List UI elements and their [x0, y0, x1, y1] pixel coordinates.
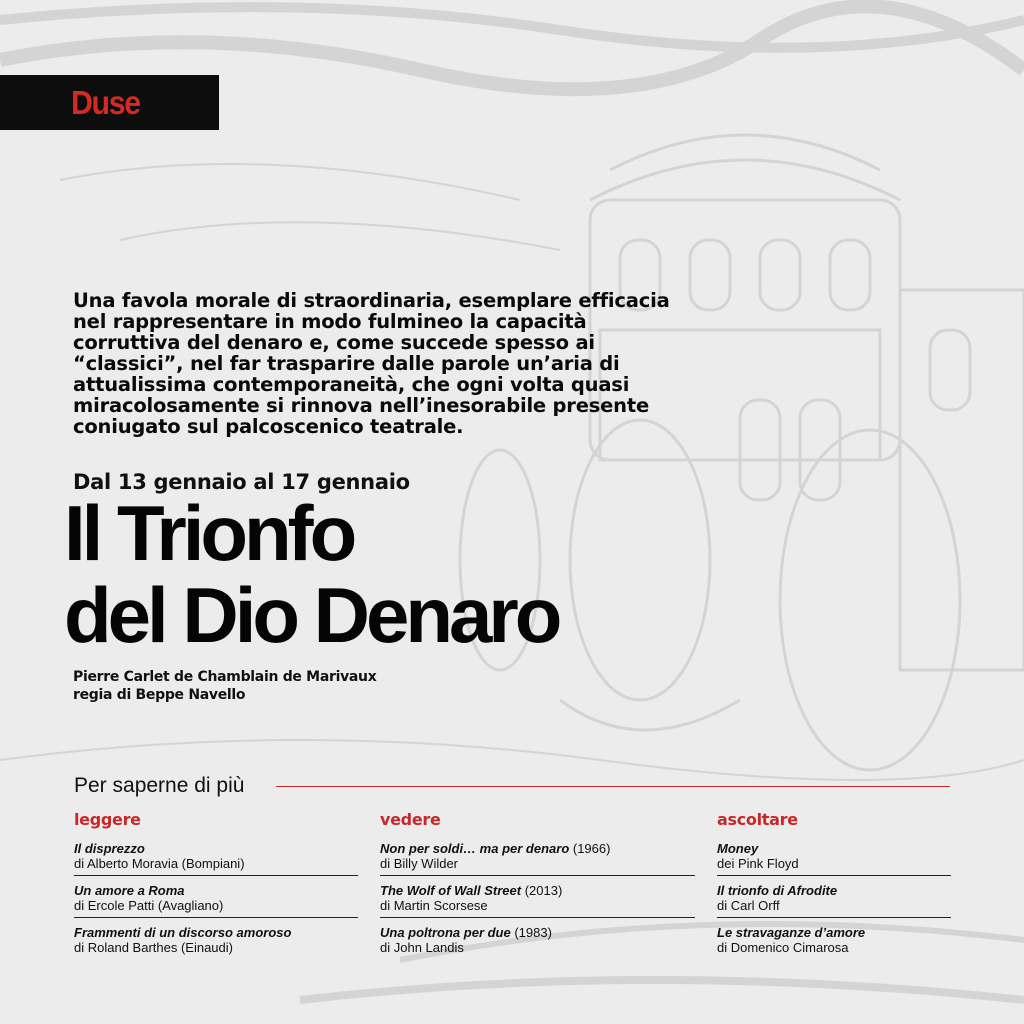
list-item — [717, 883, 951, 918]
item-title: Frammenti di un discorso amoroso — [74, 925, 292, 940]
list-item — [717, 841, 951, 876]
item-title: Il trionfo di Afrodite — [717, 883, 838, 898]
intro-line: attualissima contemporaneità, che ogni volta quasi — [73, 373, 630, 396]
more-info-heading: Per saperne di più — [74, 774, 245, 797]
list-item — [74, 925, 358, 959]
item-title: Un amore a Roma — [74, 883, 185, 898]
item-title: Money — [717, 841, 759, 856]
item-year: (1966) — [569, 841, 611, 856]
item-author: di John Landis — [380, 940, 464, 955]
show-title — [64, 489, 764, 659]
item-author: di Roland Barthes (Einaudi) — [74, 940, 233, 955]
column-heading: vedere — [380, 810, 441, 829]
director: regia di Beppe Navello — [73, 687, 246, 703]
item-title: Una poltrona per due — [380, 925, 511, 940]
column-heading: leggere — [74, 810, 141, 829]
item-author: di Ercole Patti (Avagliano) — [74, 898, 224, 913]
author: Pierre Carlet de Chamblain de Marivaux — [73, 669, 377, 685]
more-info-divider — [276, 786, 950, 787]
venue-tag — [0, 75, 219, 130]
credits — [73, 668, 376, 704]
intro-line: “classici”, nel far trasparire dalle parole un’aria di — [73, 352, 620, 375]
intro-line: corruttiva del denaro e, come succede spesso ai — [73, 331, 595, 354]
list-item — [74, 841, 358, 876]
item-author: di Billy Wilder — [380, 856, 459, 871]
list-item — [74, 883, 358, 918]
list-item — [717, 925, 951, 959]
list-item — [380, 841, 695, 876]
intro-line: nel rappresentare in modo fulmineo la capacità — [73, 310, 587, 333]
column-leggere — [74, 810, 358, 966]
item-author: dei Pink Floyd — [717, 856, 799, 871]
intro-line: Una favola morale di straordinaria, esemplare efficacia — [73, 289, 670, 312]
item-year: (2013) — [521, 883, 563, 898]
show-dates: Dal 13 gennaio al 17 gennaio — [73, 470, 410, 494]
item-title: Le stravaganze d’amore — [717, 925, 866, 940]
item-author: di Martin Scorsese — [380, 898, 488, 913]
intro-paragraph — [73, 290, 733, 437]
list-item — [380, 883, 695, 918]
show-title-line: Il Trionfo — [64, 489, 354, 577]
column-ascoltare — [717, 810, 951, 966]
intro-line: coniugato sul palcoscenico teatrale. — [73, 415, 464, 438]
item-author: di Domenico Cimarosa — [717, 940, 849, 955]
item-title: Il disprezzo — [74, 841, 145, 856]
column-heading: ascoltare — [717, 810, 798, 829]
item-title: Non per soldi… ma per denaro — [380, 841, 570, 856]
column-vedere — [380, 810, 695, 966]
list-item — [380, 925, 695, 959]
item-author: di Alberto Moravia (Bompiani) — [74, 856, 245, 871]
intro-line: miracolosamente si rinnova nell’inesorabile presente — [73, 394, 649, 417]
item-year: (1983) — [510, 925, 552, 940]
item-author: di Carl Orff — [717, 898, 780, 913]
venue-name: Duse — [71, 84, 140, 121]
show-title-line: del Dio Denaro — [64, 571, 559, 659]
item-title: The Wolf of Wall Street — [380, 883, 522, 898]
